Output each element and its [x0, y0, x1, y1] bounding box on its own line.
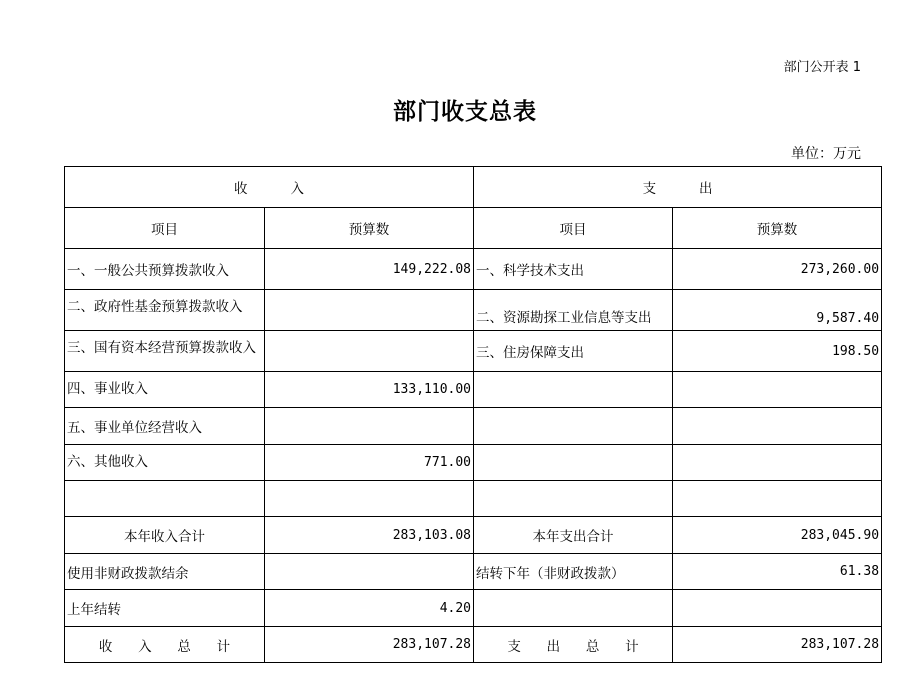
income-subtotal-label: 本年收入合计: [65, 517, 265, 554]
income-value-cell: 771.00: [265, 445, 474, 481]
table-row: [65, 331, 882, 372]
table-row: [65, 290, 882, 331]
expense-value-cell: 9,587.40: [673, 290, 882, 331]
income-item-cell: 二、政府性基金预算拨款收入: [65, 290, 265, 331]
income-item-cell: 一、一般公共预算拨款收入: [65, 249, 265, 290]
income-value-cell: 4.20: [265, 590, 474, 627]
expense-item-cell: [474, 408, 673, 445]
expense-section-header: 支 出: [474, 167, 882, 208]
page-title: 部门收支总表: [393, 99, 537, 125]
income-value-cell: [265, 331, 474, 372]
expense-value-cell: 61.38: [673, 554, 882, 590]
income-value-cell: [265, 408, 474, 445]
income-item-cell: 使用非财政拨款结余: [65, 554, 265, 590]
expense-total-value: 283,107.28: [673, 627, 882, 663]
income-value-cell: 149,222.08: [265, 249, 474, 290]
expense-subtotal-value: 283,045.90: [673, 517, 882, 554]
income-value-cell: 133,110.00: [265, 372, 474, 408]
expense-value-cell: [673, 408, 882, 445]
expense-value-cell: 273,260.00: [673, 249, 882, 290]
grand-total-row: [65, 627, 882, 663]
income-item-cell: 四、事业收入: [65, 372, 265, 408]
section-header-row: [65, 167, 882, 208]
expense-total-label: 支 出 总 计: [474, 627, 673, 663]
table-row: [65, 408, 882, 445]
subtotal-row: [65, 517, 882, 554]
income-item-header: 项目: [65, 208, 265, 249]
expense-item-cell: [474, 372, 673, 408]
expense-budget-header: 预算数: [673, 208, 882, 249]
table-row: [65, 590, 882, 627]
income-value-cell: [265, 554, 474, 590]
expense-item-cell: [474, 481, 673, 517]
table-row: [65, 445, 882, 481]
income-subtotal-value: 283,103.08: [265, 517, 474, 554]
expense-value-cell: [673, 481, 882, 517]
expense-item-cell: 一、科学技术支出: [474, 249, 673, 290]
income-section-header: 收 入: [65, 167, 474, 208]
budget-table: [64, 166, 882, 663]
expense-value-cell: 198.50: [673, 331, 882, 372]
expense-subtotal-label: 本年支出合计: [474, 517, 673, 554]
table-row: [65, 249, 882, 290]
expense-item-cell: 三、住房保障支出: [474, 331, 673, 372]
expense-item-cell: 二、资源勘探工业信息等支出: [474, 290, 673, 331]
income-value-cell: [265, 290, 474, 331]
table-id-label: 部门公开表 1: [783, 60, 861, 75]
expense-item-cell: [474, 590, 673, 627]
income-total-label: 收 入 总 计: [65, 627, 265, 663]
column-header-row: [65, 208, 882, 249]
table-row: [65, 372, 882, 408]
income-item-cell: 五、事业单位经营收入: [65, 408, 265, 445]
expense-value-cell: [673, 445, 882, 481]
expense-item-cell: [474, 445, 673, 481]
income-item-cell: 上年结转: [65, 590, 265, 627]
expense-value-cell: [673, 372, 882, 408]
income-value-cell: [265, 481, 474, 517]
income-total-value: 283,107.28: [265, 627, 474, 663]
income-item-cell: 三、国有资本经营预算拨款收入: [65, 331, 265, 372]
table-row: [65, 481, 882, 517]
income-item-cell: [65, 481, 265, 517]
table-row: [65, 554, 882, 590]
income-item-cell: 六、其他收入: [65, 445, 265, 481]
expense-value-cell: [673, 590, 882, 627]
unit-label: 单位：万元: [791, 146, 861, 162]
expense-item-cell: 结转下年（非财政拨款）: [474, 554, 673, 590]
income-budget-header: 预算数: [265, 208, 474, 249]
expense-item-header: 项目: [474, 208, 673, 249]
